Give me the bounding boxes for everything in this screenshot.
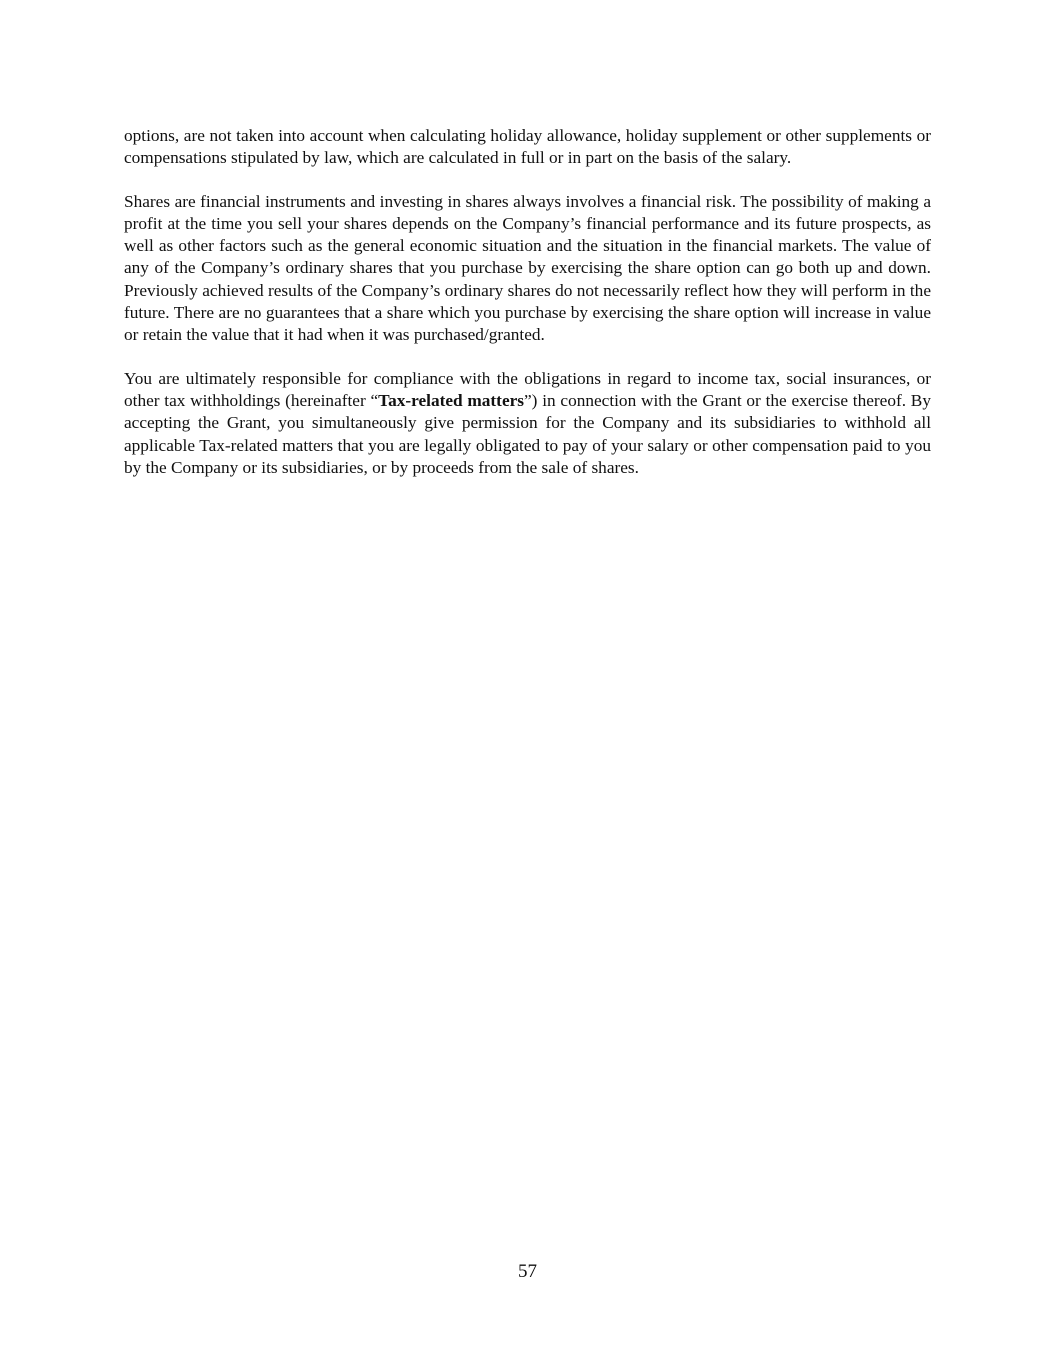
document-body <box>124 125 931 500</box>
paragraph-tax-matters <box>124 368 931 479</box>
page-number: 57 <box>518 1261 537 1282</box>
tax-paragraph-text-after: ”) in connection with the Grant or the exercise thereof. By accepting the Grant, you simultaneously give permission for the Company and its subsidiaries to withhold all applicable Tax-related matters that you are legally obligated to pay of your salary or other compensation paid to you by the Company or its subsidiaries, or by proceeds from the sale of shares. <box>124 390 931 477</box>
paragraph-financial-risk: Shares are financial instruments and investing in shares always involves a financial risk. The possibility of making a profit at the time you sell your shares depends on the Company’s financial performance and its future prospects, as well as other factors such as the general economic situation and the situation in the financial markets. The value of any of the Company’s ordinary shares that you purchase by exercising the share option can go both up and down. Previously achieved results of the Company’s ordinary shares do not necessarily reflect how they will perform in the future. There are no guarantees that a share which you purchase by exercising the share option will increase in value or retain the value that it had when it was purchased/granted. <box>124 191 931 345</box>
defined-term-tax-related-matters: Tax-related matters <box>378 390 525 410</box>
paragraph-holiday-allowance: options, are not taken into account when calculating holiday allowance, holiday supplement or other supplements or compensations stipulated by law, which are calculated in full or in part on the basis of the salary. <box>124 126 931 168</box>
tax-paragraph-text-before: You are ultimately responsible for compliance with the obligations in regard to income tax, social insurances, or other tax withholdings (hereinafter “ <box>124 368 931 410</box>
